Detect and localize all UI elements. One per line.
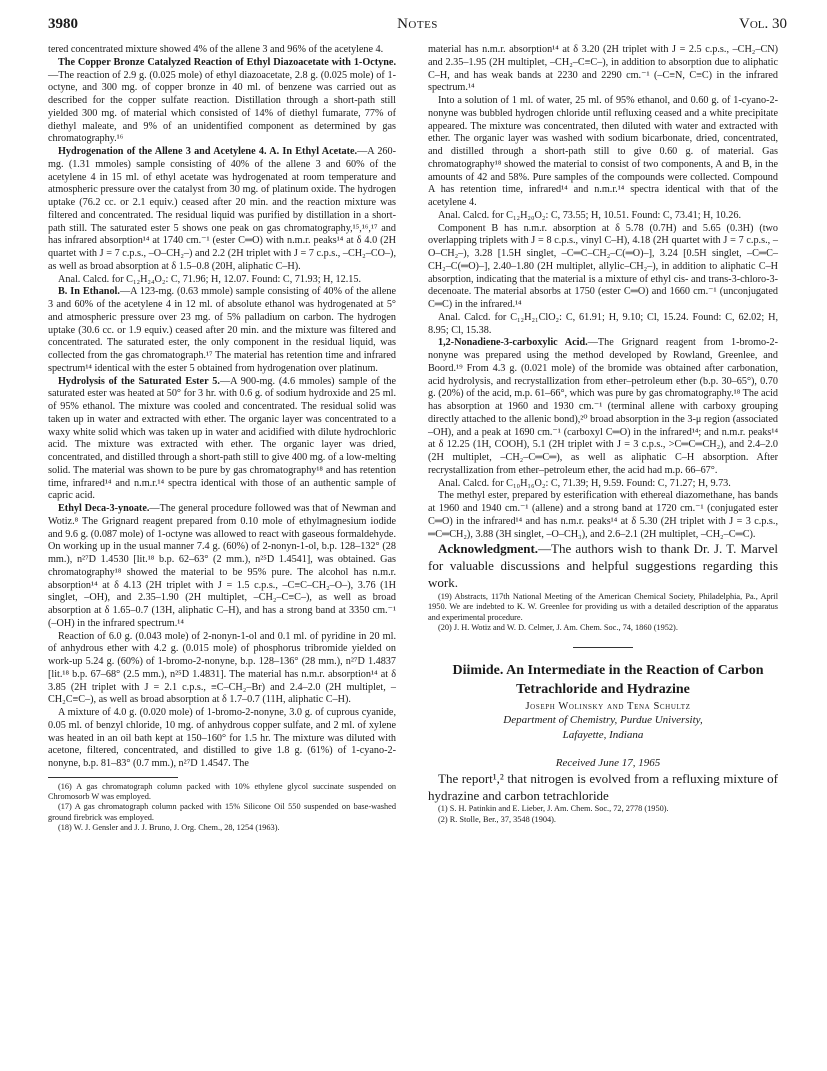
- footnote-divider: [48, 777, 178, 778]
- section-heading: The Copper Bronze Catalyzed Reaction of Ethyl Diazoacetate with 1-Octyne.: [58, 56, 396, 68]
- journal-section-title: Notes: [397, 16, 438, 32]
- footnote: (16) A gas chromatograph column packed with 10% ethylene glycol succinate suspended on Chromosorb W was employed.: [48, 781, 396, 802]
- paragraph: Into a solution of 1 ml. of water, 25 ml. of 95% ethanol, and 0.60 g. of 1-cyano-2-nonyne was bubbled hydrogen chloride until refluxing ceased and a white precipitate appeared. The mixture was concentrated, then diluted with water and extracted with ether. The organic layer was washed with sodium bicarbonate, dried, concentrated, and distilled through a short-path still to give 0.60 g. of material. Gas chromatography¹⁸ showed the material to consist of two components, A and B, in the amounts of 42 and 58%. Pure samples of the compounds were collected. Compound A has retention time, infrared¹⁴ and n.m.r.¹⁴ spectra identical with that of the acetylene 4.: [428, 95, 778, 208]
- paragraph: Hydrogenation of the Allene 3 and Acetylene 4. A. In Ethyl Acetate.—A 260-mg. (1.31 mmoles) sample consisting of 40% of the allene 3 and 60% of the acetylene 4 in 15 ml. of ethyl acetate was hydrogenated at room temperature and atmospheric pressure over the catalyst from 30 mg. of platinum oxide. The hydrogen uptake (76.2 cc. or 2.1 equiv.) ceased after 20 min. and the reaction mixture was filtered and concentrated. The residual liquid was purified by distillation in a short-path still. The saturated ester 5 shows one peak on gas chromatography,¹⁵,¹⁶,¹⁷ and has infrared absorption¹⁴ at 1740 cm.⁻¹ (ester C═O) with n.m.r. peaks¹⁴ at δ 4.0 (2H quartet with J = 7 c.p.s., –O–CH₂–) and 2.2 (2H triplet with J = 7 c.p.s., –CH₂–CO–), as well as broad absorption at δ 1.5–0.8 (20H, aliphatic C–H).: [48, 146, 397, 272]
- right-column: [428, 44, 778, 1062]
- received-date: Received June 17, 1965: [555, 756, 661, 769]
- affiliation-line: Lafayette, Indiana: [562, 729, 644, 742]
- volume-label: Vol. 30: [739, 16, 787, 32]
- analysis-paragraph: Anal. Calcd. for C₁₂H₂₁ClO₂: C, 61.91; H, 9.10; Cl, 15.24. Found: C, 62.02; H, 8.95; Cl, 15.38.: [428, 311, 778, 336]
- left-column: [48, 44, 396, 1062]
- article-divider: [573, 647, 633, 648]
- page-number: 3980: [48, 16, 78, 32]
- section-heading: Hydrolysis of the Saturated Ester 5.: [58, 375, 220, 387]
- paragraph: tered concentrated mixture showed 4% of the allene 3 and 96% of the acetylene 4.: [48, 44, 384, 55]
- acknowledgment-heading: Acknowledgment.: [438, 541, 539, 557]
- analysis-paragraph: Anal. Calcd. for C₁₂H₂₀O₂: C, 73.55; H, 10.51. Found: C, 73.41; H, 10.26.: [438, 209, 742, 221]
- paragraph: B. In Ethanol.—A 123-mg. (0.63 mmole) sample consisting of 40% of the allene 3 and 60% of the acetylene 4 in 12 ml. of absolute ethanol was hydrogenated at 5° and atmospheric pressure over 23 mg. of 5% palladium on carbon. The hydrogen uptake (30.6 cc. or 1.9 equiv.) ceased after 20 min. and the mixture was filtered and concentrated. The saturated ester, the only component in the residual liquid, was collected from the gas chromatograph.¹⁷ The material has retention time and infrared spectrum¹⁴ identical with the ester 5 obtained from hydrogenation over platinum.: [48, 286, 396, 374]
- paragraph: 1,2-Nonadiene-3-carboxylic Acid.—The Grignard reagent from 1-bromo-2-nonyne was prepared using the method developed by Rowland, Greenlee, and Boord.¹⁹ From 4.3 g. (0.021 mole) of the bromide was obtained after carbonation, acid hydrolysis, and recrystallization from ether–petroleum ether (b.p. 30–65°), 0.70 g. (20%) of the acid, m.p. 61–66°, which was pure by gas chromatography.¹⁸ The acid has absorption at 1960 and 1930 cm.⁻¹ (terminal allene with carboxy grouping directly attached to the allenic bond),²⁰ broad absorption in the 3-μ region (associated –OH), and a peak at 1690 cm.⁻¹ (carboxyl C═O) in the infrared¹⁴; and n.m.r. peaks¹⁴ at δ 12.25 (1H, COOH), 5.1 (2H triplet with J = 3 c.p.s., >C═C═CH₂), and 2.4–2.0 (2H multiplet, –CH₂–C═C═), as well as aliphatic C–H absorption. After recrystallization from ether–petroleum ether, the acid had m.p. 66–67°.: [428, 337, 778, 476]
- paragraph: material has n.m.r. absorption¹⁴ at δ 3.20 (2H triplet with J = 2.5 c.p.s., –CH₂–CN) and 2.35–1.95 (2H multiplet, –CH₂–C≡C–), in addition to absorption due to aliphatic C–H, and has weak bands at 2230 and 2290 cm.⁻¹ (–C≡N, C≡C) in the infrared spectrum.¹⁴: [428, 44, 778, 94]
- footnote: (19) Abstracts, 117th National Meeting of the American Chemical Society, Philadelphia, Pa., April 1950. We are indebted to K. W. Greenlee for providing us with a detailed description of the apparatus and experimental procedure.: [428, 591, 778, 622]
- affiliation: [428, 713, 778, 743]
- paragraph: Hydrolysis of the Saturated Ester 5.—A 900-mg. (4.6 mmoles) sample of the saturated ester was heated at 50° for 3 hr. with 0.6 g. of sodium hydroxide and 25 ml. of 95% ethanol. The mixture was cooled and concentrated. The residual solid was taken up in water and extracted with ether. The organic layer was concentrated to a waxy white solid which was taken up in water and acidified with dilute hydrochloric acid. The mixture was extracted with ether. The organic layer was dried, concentrated, and distilled through a short-path still to give 400 mg. of a low-melting solid. The material was shown to be pure by gas chromatography¹⁸ and has retention time, infrared¹⁴ and n.m.r.¹⁴ spectra identical with those of an authentic sample of capric acid.: [48, 375, 397, 502]
- section-heading: B. In Ethanol.: [58, 286, 120, 298]
- article-title: Diimide. An Intermediate in the Reaction of Carbon Tetrachloride and Hydrazine: [452, 663, 764, 698]
- article-authors: Joseph Wolinsky and Tena Schultz: [525, 701, 691, 713]
- analysis-paragraph: Anal. Calcd. for C₁₀H₁₆O₂: C, 71.39; H, 9.59. Found: C, 71.27; H, 9.73.: [438, 477, 731, 489]
- paragraph: The Copper Bronze Catalyzed Reaction of Ethyl Diazoacetate with 1-Octyne.—The reaction of 2.9 g. (0.025 mole) of ethyl diazoacetate, 2.8 g. (0.025 mole) of 1-octyne, and 300 mg. of copper bronze in 40 ml. of benzene was carried out as described for the copper sulfate reaction. Distillation through a short-path still yielded 300 mg. of material which consisted of 14% of diethyl fumarate, 77% of diethyl maleate, and 9% of an unidentified component as determined by gas chromatography.¹⁶: [48, 56, 396, 145]
- section-heading: Hydrogenation of the Allene 3 and Acetylene 4. A. In Ethyl Acetate.: [58, 146, 358, 157]
- paragraph: The methyl ester, prepared by esterification with ethereal diazomethane, has bands at 1960 and 1940 cm.⁻¹ (allene) and a strong band at 1720 cm.⁻¹ (conjugated ester C═O) in the infrared¹⁴ and has n.m.r. peaks¹⁴ at δ 5.30 (2H triplet with J = 3 c.p.s., ═C═CH₂), 3.88 (3H singlet, –O–CH₃), and 2.6–2.1 (2H multiplet, –CH₂–C═C).: [428, 490, 778, 540]
- analysis-paragraph: Anal. Calcd. for C₁₂H₂₄O₂: C, 71.96; H, 12.07. Found: C, 71.93; H, 12.15.: [58, 273, 362, 285]
- paragraph: A mixture of 4.0 g. (0.020 mole) of 1-bromo-2-nonyne, 3.0 g. of cuprous cyanide, 0.05 ml. of benzyl chloride, 10 mg. of anhydrous copper sulfate, and 2 ml. of xylene was heated in an oil bath kept at 150–160° for 1.5 hr. The mixture was diluted with acetone, filtered, concentrated, and distilled to give 1.8 g. (61%) of 1-cyano-2-nonyne, b.p. 81–83° (0.7 mm.), n²⁷D 1.4547. The: [48, 707, 396, 769]
- footnote: (20) J. H. Wotiz and W. D. Celmer, J. Am. Chem. Soc., 74, 1860 (1952).: [438, 623, 678, 632]
- affiliation-line: Department of Chemistry, Purdue University,: [503, 714, 703, 727]
- intro-paragraph: The report¹,² that nitrogen is evolved from a refluxing mixture of hydrazine and carbon tetrachloride: [428, 770, 778, 803]
- page-header: [48, 16, 787, 36]
- paragraph: Reaction of 6.0 g. (0.043 mole) of 2-nonyn-1-ol and 0.1 ml. of pyridine in 20 ml. of anhydrous ether with 4.2 g. (0.015 mole) of phosphorus tribromide yielded on work-up 5.24 g. (60%) of 1-bromo-2-nonyne, b.p. 128–136° (28 mm.), n²⁷D 1.4837 [lit.¹⁸ b.p. 67–68° (2.5 mm.), n²⁵D 1.4831]. The material has n.m.r. absorption¹⁴ at δ 3.85 (2H triplet with J = 2.1 c.p.s., ≡C–CH₂–Br) and 2.4–2.0 (2H multiplet, –CH₂C≡C–), as well as broad absorption at δ 1.7–0.7 (11H, aliphatic C–H).: [48, 630, 396, 706]
- acknowledgment: Acknowledgment.—The authors wish to thank Dr. J. T. Marvel for valuable discussions and helpful suggestions regarding this work.: [428, 541, 778, 591]
- footnote: (17) A gas chromatograph column packed with 15% Silicone Oil 550 suspended on base-washed ground firebrick was employed.: [48, 802, 396, 822]
- footnote: (1) S. H. Patinkin and E. Lieber, J. Am. Chem. Soc., 72, 2778 (1950).: [438, 804, 669, 814]
- section-heading: 1,2-Nonadiene-3-carboxylic Acid.: [438, 337, 588, 349]
- paragraph: Ethyl Deca-3-ynoate.—The general procedure followed was that of Newman and Wotiz.⁸ The Grignard reagent prepared from 0.10 mole of ethylmagnesium iodide and 9.6 g. (0.087 mole) of 1-octyne was allowed to react with gaseous formaldehyde. On working up in the usual manner 7.4 g. (60%) of 2-nonyn-1-ol, b.p. 128–132° (28 mm.), n²⁷D 1.4530 [lit.¹⁸ b.p. 62–63° (2 mm.), n²⁵D 1.4541], was obtained. Gas chromatography¹⁸ showed the material to be 95% pure. The alcohol has n.m.r. absorption¹⁴ at δ 4.13 (2H triplet with J = 1.5 c.p.s., –C≡C–CH₂–O–), 3.76 (1H singlet, –OH), and 2.35–1.90 (2H multiplet, –CH₂–C≡C–), as well as broad absorption at δ 1.65–0.7 (13H, aliphatic C–H), and has a strong band at 3350 cm.⁻¹ (–OH) in the infrared spectrum.¹⁴: [48, 503, 397, 629]
- footnote: (18) W. J. Gensler and J. J. Bruno, J. Org. Chem., 28, 1254 (1963).: [58, 823, 280, 833]
- footnote: (2) R. Stolle, Ber., 37, 3548 (1904).: [438, 814, 556, 824]
- paragraph: Component B has n.m.r. absorption at δ 5.78 (0.7H) and 5.65 (0.3H) (two overlapping triplets with J = 8 c.p.s., vinyl C–H), 4.18 (2H quartet with J = 7 c.p.s., –O–CH₂–), 3.28 [1.5H singlet, –C═C–CH₂–C(═O)–], 3.24 [0.5H singlet, –C═C–CH₂–C(═O)–], 2.40–1.80 (2H multiplet, allylic–CH₂–), in addition to aliphatic C–H absorption, indicating that the material is a mixture of ethyl cis- and trans-3-chloro-3-decenoate. The material absorbs at 1750 (ester C═O) and 1660 cm.⁻¹ (unconjugated C═C) in the infrared.¹⁴: [428, 222, 778, 310]
- section-heading: Ethyl Deca-3-ynoate.: [58, 503, 150, 514]
